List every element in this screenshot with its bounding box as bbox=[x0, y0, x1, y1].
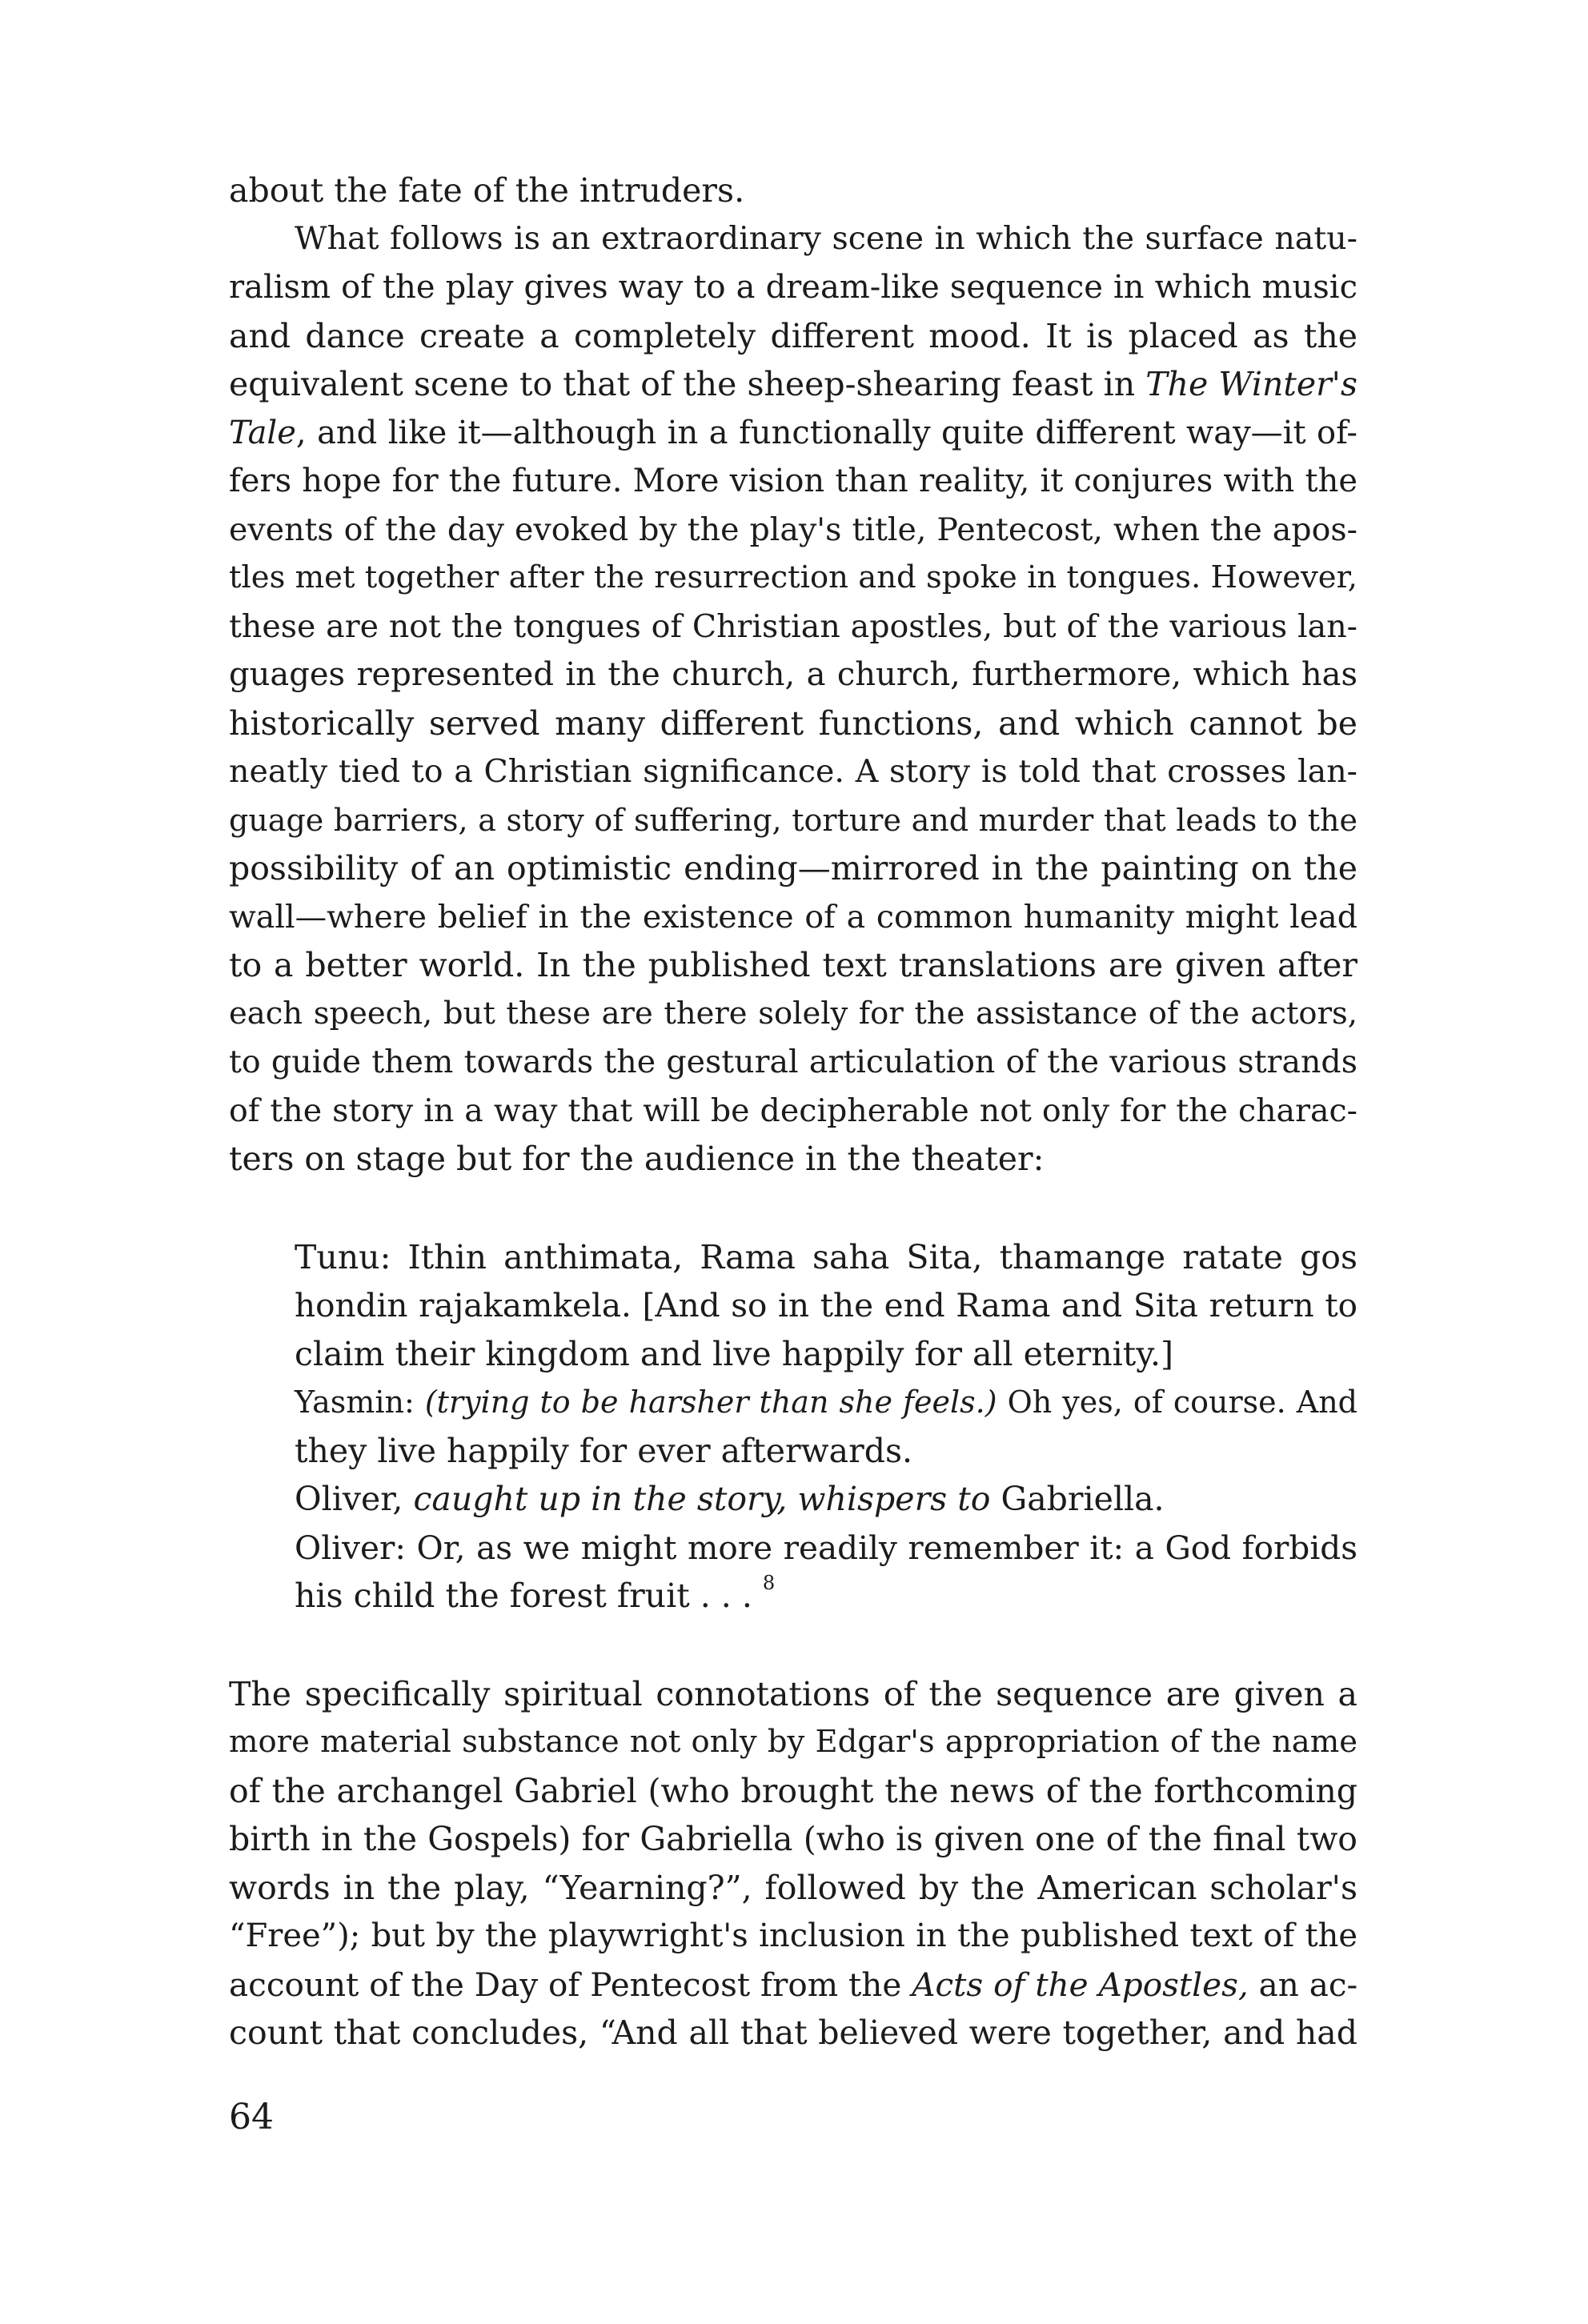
body-text-line: of the story in a way that will be decipherable not only for the charac- bbox=[229, 1092, 1357, 1129]
stage-direction: caught up in the story, whispers to bbox=[413, 1480, 991, 1518]
body-text-line: wall—where belief in the existence of a common humanity might lead bbox=[229, 899, 1357, 936]
body-text-line: possibility of an optimistic ending—mirrored in the painting on the bbox=[229, 849, 1357, 888]
body-text-line: each speech, but these are there solely for the assistance of the actors, bbox=[229, 996, 1357, 1032]
page-number: 64 bbox=[229, 2097, 274, 2138]
quote-line: they live happily for ever afterwards. bbox=[295, 1432, 913, 1470]
italic-title: Acts of the Apostles, bbox=[912, 1965, 1249, 2004]
italic-title: The Winter's bbox=[1145, 365, 1357, 403]
body-text-line: events of the day evoked by the play's title, Pentecost, when the apos- bbox=[229, 511, 1357, 548]
body-text-line: birth in the Gospels) for Gabriella (who is given one of the final two bbox=[229, 1820, 1357, 1858]
body-text-line: these are not the tongues of Christian apostles, but of the various lan- bbox=[229, 608, 1357, 645]
body-text-line: “Free”); but by the playwright's inclusion in the published text of the bbox=[229, 1917, 1357, 1954]
body-text-line: of the archangel Gabriel (who brought the news of the forthcoming bbox=[229, 1772, 1357, 1810]
body-text-line: and dance create a completely different mood. It is placed as the bbox=[229, 317, 1357, 355]
body-text-line: historically served many different functions, and which cannot be bbox=[229, 704, 1357, 743]
body-text-line: tles met together after the resurrection and spoke in tongues. However, bbox=[229, 559, 1357, 595]
body-text-line: count that concludes, “And all that believed were together, and had bbox=[229, 2013, 1357, 2052]
quote-line: hondin rajakamkela. [And so in the end Rama and Sita return to bbox=[295, 1286, 1357, 1324]
body-text-line: about the fate of the intruders. bbox=[229, 171, 745, 210]
body-text-line: fers hope for the future. More vision than reality, it conjures with the bbox=[229, 463, 1357, 499]
quote-line: Oliver: Or, as we might more readily remember it: a God forbids bbox=[295, 1529, 1357, 1567]
quote-line: Yasmin: (trying to be harsher than she feels.) Oh yes, of course. And bbox=[295, 1384, 1358, 1420]
quote-line: his child the forest fruit . . . $^8$ bbox=[295, 1572, 776, 1615]
body-text-line: words in the play, “Yearning?”, followed by the American scholar's bbox=[229, 1869, 1357, 1907]
body-text-line: neatly tied to a Christian significance. A story is told that crosses lan- bbox=[229, 753, 1357, 790]
body-text-line: The specifically spiritual connotations of the sequence are given a bbox=[229, 1675, 1357, 1713]
body-text-line: more material substance not only by Edgar's appropriation of the name bbox=[229, 1724, 1357, 1760]
body-text-line: account of the Day of Pentecost from the Acts of the Apostles, an ac- bbox=[229, 1965, 1358, 2004]
body-text-line: to a better world. In the published text translations are given after bbox=[229, 946, 1357, 984]
italic-title: Tale bbox=[229, 415, 296, 451]
body-text-line: equivalent scene to that of the sheep-shearing feast in The Winter's bbox=[229, 365, 1357, 403]
body-text-line: ralism of the play gives way to a dream-like sequence in which music bbox=[229, 269, 1357, 306]
body-text-line: guages represented in the church, a church, furthermore, which has bbox=[229, 656, 1357, 693]
body-text-line: guage barriers, a story of suffering, torture and murder that leads to the bbox=[229, 803, 1357, 838]
quote-line: claim their kingdom and live happily for all eternity.] bbox=[295, 1335, 1173, 1373]
quote-line: Tunu: Ithin anthimata, Rama saha Sita, thamange ratate gos bbox=[295, 1238, 1357, 1276]
footnote-marker: 8 bbox=[762, 1572, 776, 1594]
stage-direction: (trying to be harsher than she feels.) bbox=[424, 1384, 997, 1420]
body-text-line: Tale, and like it—although in a functionally quite different way—it of- bbox=[229, 415, 1357, 451]
book-page bbox=[229, 0, 1357, 2324]
body-text-line: to guide them towards the gestural articulation of the various strands bbox=[229, 1044, 1357, 1080]
body-text-line: What follows is an extraordinary scene in which the surface natu- bbox=[295, 220, 1357, 257]
body-text-line: ters on stage but for the audience in the theater: bbox=[229, 1140, 1045, 1178]
quote-line: Oliver, caught up in the story, whispers to Gabriella. bbox=[295, 1480, 1165, 1518]
